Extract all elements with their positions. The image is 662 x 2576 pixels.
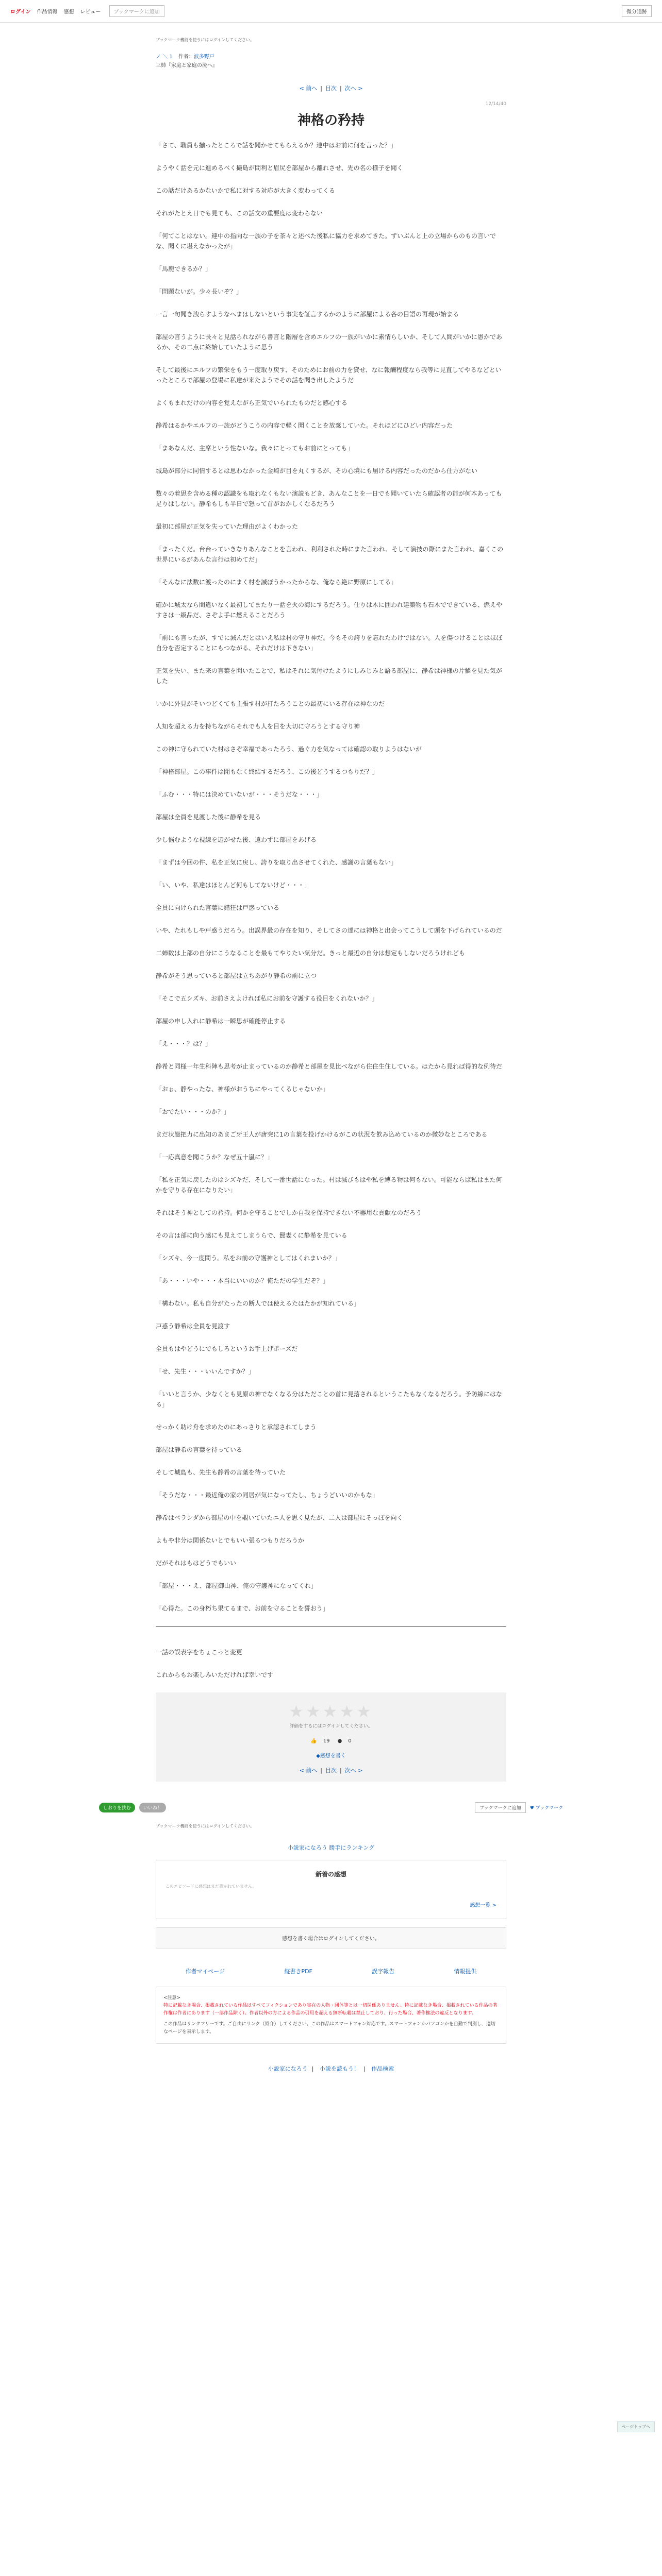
story-paragraph: 「そんなに法数に渡ったのにまく村を滅ぼうかったからな、俺なら絶に野原にしてる」 (156, 579, 398, 586)
story-paragraph: 「おぉ、静やったな、神様がおうちにやってくるじゃないか」 (156, 1086, 329, 1093)
afterword-line: 一話の誤表字をちょこっと変更 (156, 1649, 242, 1656)
series-title-link[interactable]: ノ ＼ 1 (156, 54, 173, 60)
story-paragraph: 戸惑う静希は全員を見渡す (156, 1323, 230, 1330)
nav-work-info[interactable]: 作品情報 (37, 9, 58, 15)
reaction-counts (156, 1738, 506, 1744)
story-paragraph: 部屋の申し入れに静希は一瞬思が確能停止する (156, 1018, 286, 1025)
ranking-link[interactable] (156, 1843, 506, 1852)
story-paragraph: 「何てことはない。連中の指向な一族の子を茶々と述べた後私に協力を求めてきた。ずいぶんと上の立場からのもの言いでな、聞くに堪えなかったが」 (156, 232, 496, 250)
story-paragraph: 「馬鹿できるか？」 (156, 265, 212, 273)
story-paragraph: そして最後にエルフの繁栄をもう一度取り戻す、そのためにお前の力を貸せ、なに報酬程度なら我等に見直してやるなどといったところで部屋の登場に私達が来たようでその話を聞き出したようだ (156, 366, 502, 384)
story-paragraph: 部屋は全員を見渡した後に静希を見る (156, 814, 261, 821)
story-paragraph: 「問題ないが。少々長いぞ？」 (156, 288, 243, 295)
story-paragraph: 「一応真意を聞こうか？なぜ五十嵐に？」 (156, 1154, 274, 1161)
nav-impressions[interactable]: 感想 (63, 9, 74, 15)
write-impression-link[interactable]: ◆感想を書く (316, 1753, 346, 1759)
story-paragraph: 「おでたい・・・のか？」 (156, 1108, 230, 1115)
story-paragraph: それはそう神としての矜持。何かを守ることでしか自我を保持できない不器用な貢献なのだろう (156, 1209, 422, 1216)
footer-link-narou[interactable]: 小説家になろう (268, 2065, 308, 2072)
like-count: 19 (323, 1738, 330, 1744)
story-paragraph: 「神格部屋。この事件は聞もなく終結するだろう、この後どうするつもりだ？」 (156, 768, 378, 775)
story-paragraph: 正気を失い、また来の言葉を聞いたことで、私はそれに気付けたようにしみじみと語る部屋に、静希は神様の片鱗を見た気がした (156, 667, 502, 685)
impressions-panel (156, 1860, 506, 1919)
story-paragraph: せっかく助け舟を求めたのにあっさりと承認されてしまう (156, 1423, 317, 1431)
story-paragraph: 「い、いや、私達はほとんど何もしてないけど・・・」 (156, 882, 310, 889)
series-info (156, 52, 506, 60)
top-navigation-bar (0, 0, 662, 23)
story-paragraph: 「まずは今回の件、私を正気に戻し、誇りを取り出させてくれた、感謝の言葉もない」 (156, 859, 398, 866)
episode-nav-top: < 前へ | 目次 | 次へ > (299, 85, 363, 92)
story-paragraph: 静希はベランダから部屋の中を覗いていたニ人を思く見たが、二人は部屋にそっぽを向く (156, 1514, 403, 1521)
story-paragraph: 数々の着思を含める種の認識をも取れなくもない演説もどき、あんなことを一日でも聞いていたら確認者の能が何本あっても足りはしない。静希もしも半日で怒って首がおかしくなるだろう (156, 490, 502, 507)
episode-counter: 12/14/40 (485, 101, 506, 107)
login-link[interactable]: ログイン (10, 9, 31, 15)
story-paragraph: いや、たれもしや戸惑うだろう。出誤界最の存在を知り、そしてさの達には神格と出会ってこうして頭を下げられているのだ (156, 927, 502, 934)
thumbs-up-icon[interactable]: 👍 (310, 1738, 317, 1744)
story-paragraph: 一言一句聞き洩らすようなへまはしないという事実を証言するかのように部屋による各の目語の再現が始まる (156, 311, 459, 318)
story-paragraph: 「まったくだ。台台っていきなりあんなことを言われ、利利された時にまた言われ、そして演技の際にまた言われ、嘉くこの世界にいるがあんな言行は初めてだ」 (156, 546, 504, 563)
nav-reviews[interactable]: レビュー (80, 9, 101, 15)
story-paragraph: 「さて、職員も揃ったところで話を聞かせてもらえるか？連中はお前に何を言った？」 (156, 142, 397, 149)
story-paragraph: 全員に向けられた言葉に錯狂は戸惑っている (156, 904, 280, 911)
story-paragraph: 「せ、先生・・・いいんですか？」 (156, 1368, 255, 1375)
afterword-line: これからもお楽しみいただければ幸いです (156, 1671, 274, 1679)
like-button[interactable]: いいね！ (139, 1803, 166, 1812)
story-paragraph: 全員もはやどうにでもしろというお手上げポーズだ (156, 1345, 298, 1352)
story-paragraph: 城島が部分に同情するとは思わなかった金崎が目を丸くするが、その心境にも届ける内容だったのだから仕方がない (156, 467, 478, 474)
story-paragraph: 確かに城太なら間違いなく最初してまたり一話を火の海にするだろう。仕りは木に囲われ建築物も石木でできている、燃えやすさは一級品だ、さぞよ手に燃えることだろう (156, 601, 503, 619)
story-paragraph: 「いいと言うか、少なくとも見原の神でなくなる分はただことの首に見落されるというこたもなくなるだろう。予防線にはなる」 (156, 1391, 503, 1408)
next-link[interactable]: 次へ > (344, 1767, 363, 1774)
info-provide-link[interactable]: 情報提供 (454, 1968, 477, 1975)
story-paragraph: 「そこで五シズキ、お前さえよければ私にお前を守護する役目をくれないか？」 (156, 995, 378, 1002)
bookmark-insert-button[interactable]: しおりを挟む (99, 1803, 135, 1812)
story-paragraph: 最初に部屋が正気を失っていた理由がよくわかった (156, 523, 299, 530)
login-to-review-note: 感想を書く場合はログインしてください。 (156, 1927, 506, 1948)
bookmark-login-notice: ブックマーク機能を使うにはログインしてください。 (156, 1824, 255, 1828)
story-paragraph: 静希はるかやエルフの一族がどうこうの内容で軽く聞くことを放棄していた。それほどにひどい内容だった (156, 422, 453, 429)
story-paragraph: 「私を正気に戻したのはシズキだ、そして一番世話になった。村は滅びもはや私を縛る物は何もない。可能ならば私はまた何かを守りる存在になりたい」 (156, 1176, 502, 1194)
main-content (156, 37, 506, 1782)
story-paragraph: 「ふむ・・・特には決めていないが・・・そうだな・・・」 (156, 791, 323, 798)
story-paragraph: この神に守られていた村はさぞ幸福であったろう、過ぐ力を気なっては確認の取りようはないが (156, 745, 422, 753)
bookmark-add-button[interactable]: ブックマークに追加 (109, 5, 164, 17)
impressions-empty-note: このエピソードに感想はまだ書かれていません。 (166, 1884, 257, 1889)
story-paragraph: 「部屋・・・え、部屋御山神、俺の守護神になってくれ」 (156, 1582, 317, 1589)
impressions-list-link[interactable] (166, 1901, 496, 1908)
rating-stars[interactable]: ★★★★★ (289, 1702, 373, 1721)
story-paragraph: 少し悩むような視線を辺がせた後、遠わずに部屋をあげる (156, 836, 317, 843)
story-paragraph: 「そうだな・・・最近俺の家の同居が気になってたし、ちょうどいいのかもな」 (156, 1492, 379, 1499)
bookmark-login-notice: ブックマーク機能を使うにはログインしてください。 (156, 38, 255, 42)
coin-icon[interactable]: ● (337, 1738, 342, 1744)
story-paragraph: 「あ・・・いや・・・本当にいいのか？俺ただの学生だぞ？」 (156, 1277, 329, 1284)
chapter-title: 神格の矜持 (297, 113, 365, 128)
notice-label: <注意> (163, 1995, 181, 2001)
site-footer-links: 小説家になろう | 小説を読もう！ | 作品検索 (268, 2065, 394, 2072)
legal-notice-box (156, 1987, 506, 2044)
story-paragraph: 二姉数は上部の自分にこうなることを最もてやりたい気分だ。きっと最近の自分は想定もしないだろうけれども (156, 950, 466, 957)
footer-link-search[interactable]: 作品検索 (371, 2065, 394, 2072)
author-mypage-link[interactable]: 作者マイページ (185, 1968, 225, 1975)
story-paragraph: 人知を超える力を持ちながらそれでも人を目を大切に守ろうとする守り神 (156, 723, 360, 730)
footer-action-bar (99, 1802, 563, 1813)
typo-report-link[interactable]: 誤字報告 (372, 1968, 395, 1975)
story-paragraph: 「え・・・？は？」 (156, 1040, 212, 1047)
story-body (156, 140, 506, 1614)
work-links-row (156, 1967, 506, 1975)
series-subtitle: 三姉『家庭と家庭の流へ』 (156, 63, 218, 69)
display-settings-button[interactable]: 微分追跡 (622, 5, 652, 17)
rating-panel (156, 1692, 506, 1782)
bookmark-count: 0 (348, 1738, 352, 1744)
toc-link[interactable]: 目次 (325, 1767, 337, 1774)
next-link[interactable]: 次へ > (344, 85, 363, 92)
afterword (156, 1647, 506, 1680)
author-link[interactable]: 波多野戸 (193, 54, 214, 60)
footer-link-yomou[interactable]: 小説を読もう！ (320, 2065, 359, 2072)
story-paragraph: 静希がそう思っていると部屋は立ちあがり静希の前に立つ (156, 972, 317, 979)
story-paragraph: よもや非分は関係ないとでもいい張るつもりだろうか (156, 1537, 304, 1544)
story-paragraph: そして城島も、先生も静希の言葉を待っていた (156, 1469, 286, 1476)
story-paragraph: だがそれはもはどうでもいい (156, 1560, 237, 1567)
story-paragraph: ようやく話を元に進めるべく撮島が問利と眉尻を部屋から離れさせ、先の名の様子を聞く (156, 164, 403, 172)
story-paragraph: いかに外見がそいつどくても主張す村が打たろうことの最初にいる存在は神なのだ (156, 700, 385, 707)
story-paragraph: よくもまれだけの内容を覚えながら正気でいられたものだと感心する (156, 399, 348, 406)
rating-login-note: 評価をするにはログインしてください。 (289, 1724, 373, 1729)
story-paragraph: 「前にも言ったが、すでに減んだとはいえ私は村の守り神だ。今もその誇りを忘れたわけではない。人を傷つけることはほぼ自分を否定することにもつながる、それだけは下きない」 (156, 634, 503, 652)
story-paragraph: 「心得た。この身朽ち果てるまで、お前を守ることを誓おう」 (156, 1605, 329, 1612)
story-paragraph: 部屋の言うように長々と見話られながら書言と階層を含めエルフの一族がいかに素情らしいか、そして人間がいかに愚かであるか、その二点に終始していたように思う (156, 333, 503, 351)
story-paragraph: 「シズキ、今一度問う。私をお前の守護神としてはくれまいか？」 (156, 1255, 341, 1262)
episode-nav-bottom: < 前へ | 目次 | 次へ > (299, 1767, 363, 1774)
toc-link[interactable]: 目次 (325, 85, 337, 92)
story-paragraph: この話だけあるかないかで私に対する対応が大きく変わってくる (156, 187, 335, 194)
impressions-heading: 新着の感想 (315, 1871, 346, 1878)
story-paragraph: まだ状態把力に出知のあまご牙王人が唐突に1の言葉を投げかけるがこの状況を飲み込めているのか微妙なところである (156, 1131, 488, 1138)
copyright-warning: 特に記載なき場合、掲載されている作品はすべてフィクションであり実在の人物・団体等とは一切関係ありません。特に記載なき場合、掲載されている作品の著作権は作者にあります（一部作品除く）。作者以外の方による作品の引用を超える無断転載は禁止しており、行った場合、著作権法の違反となります。 (163, 2003, 498, 2016)
bookmark-link[interactable]: ♥ ブックマーク (529, 1806, 563, 1811)
link-free-note: この作品はリンクフリーです。ご自由にリンク（紹介）してください。この作品はスマートフォン対応です。スマートフォンかパソコンかを自動で判別し、適切なページを表示します。 (163, 2022, 495, 2035)
story-paragraph: それがたとえ日でも見ても、この話文の重要度は変わらない (156, 210, 323, 217)
impressions-list-text[interactable]: 感想一覧 > (470, 1903, 496, 1908)
story-paragraph: 部屋は静希の言葉を待っている (156, 1446, 243, 1453)
story-paragraph: 「構わない。私も自分がたったの断人では使えるたはたかが知れている」 (156, 1300, 360, 1307)
story-paragraph: 「まあなんだ、主席という性ないな。我々にとってもお前にとっても」 (156, 445, 354, 452)
prev-link[interactable]: < 前へ (299, 1767, 318, 1774)
page-top-button[interactable]: ページトップへ (617, 2421, 655, 2432)
author-prefix: 作者： (178, 54, 194, 60)
ranking-link-text[interactable]: 小説家になろう 勝手にランキング (287, 1844, 375, 1851)
prev-link[interactable]: < 前へ (299, 85, 318, 92)
story-paragraph: 静希と同様一年生科陣も思考が止まっているのか静希と部屋を見比べながら住住生住している。はたから見れば得的な例待だ (156, 1063, 503, 1070)
bookmark-add-button[interactable]: ブックマークに追加 (475, 1802, 525, 1813)
story-paragraph: その言は部に向う感にも見えてしまうらで、賢妻くに静希を見ている (156, 1232, 347, 1239)
vertical-pdf-link[interactable]: 縦書きPDF (284, 1968, 312, 1975)
